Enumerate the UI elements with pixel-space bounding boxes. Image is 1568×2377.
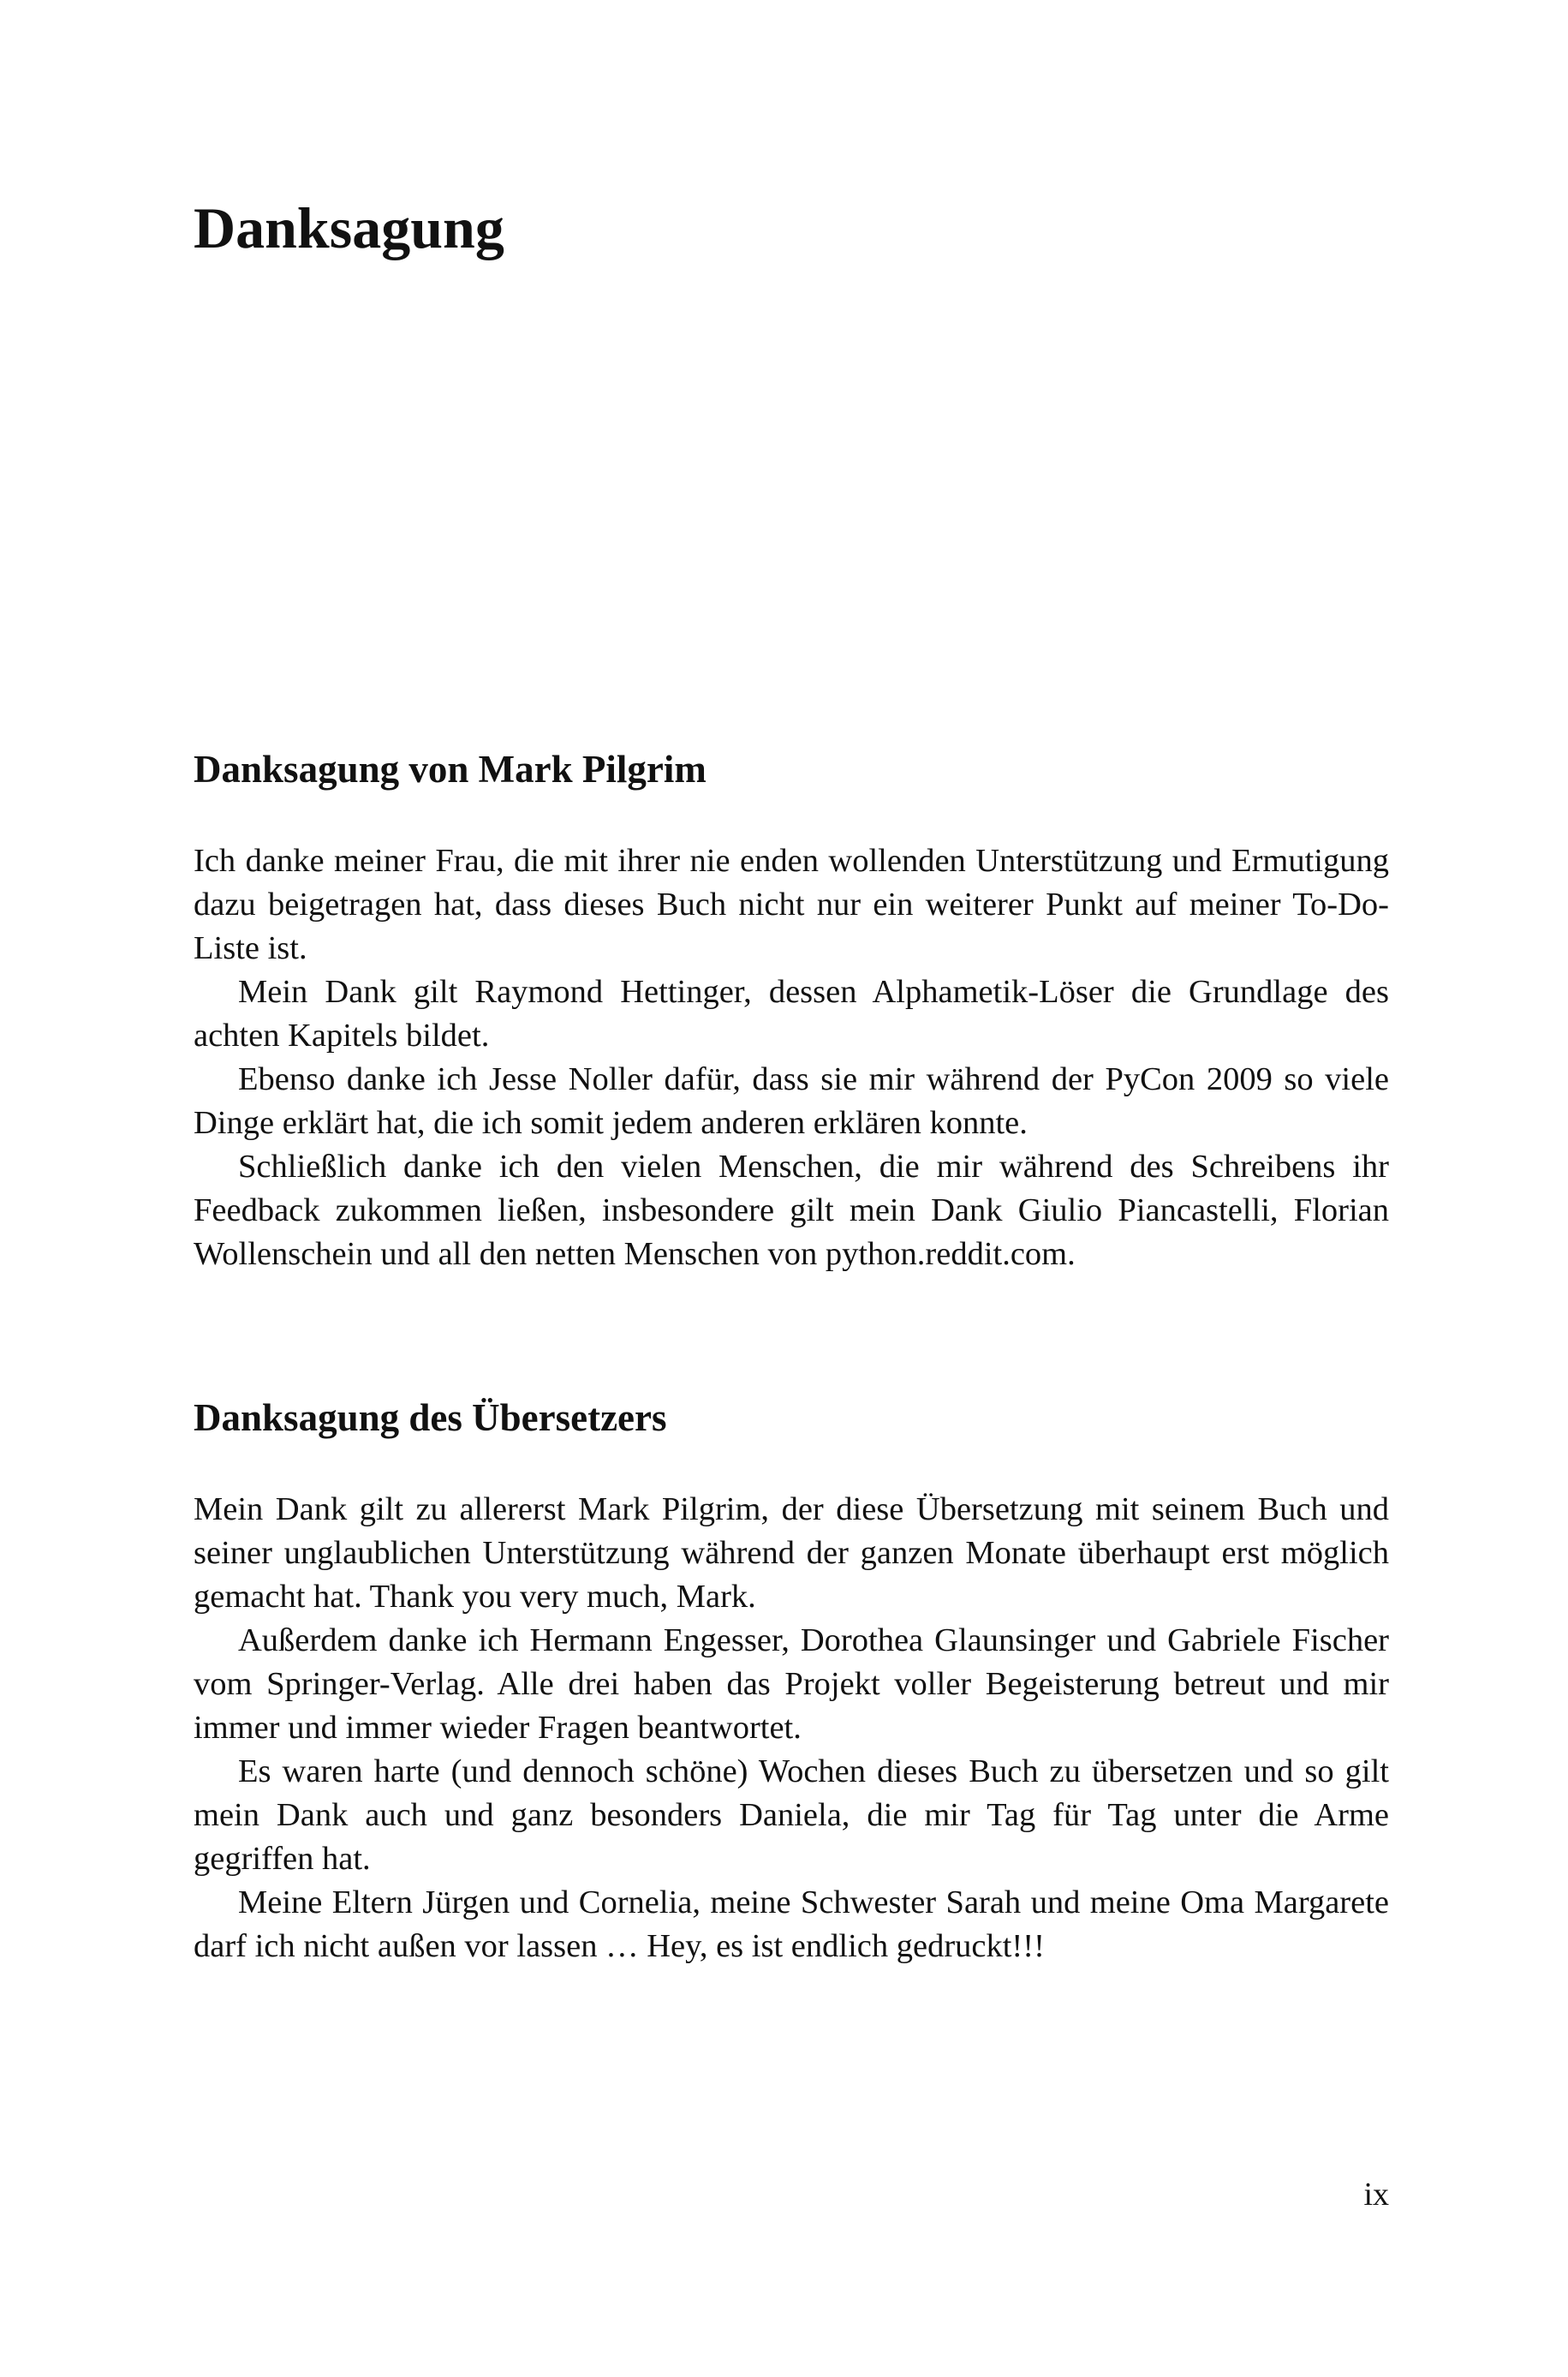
chapter-title: Danksagung <box>194 195 504 260</box>
paragraph: Mein Dank gilt zu allererst Mark Pilgrim, der diese Übersetzung mit seinem Buch und seiner unglaublichen Unterstützung während der ganzen Monate überhaupt erst möglich gemacht hat. Thank you very much, Mark. <box>194 1491 1389 1615</box>
paragraph: Ebenso danke ich Jesse Noller dafür, dass sie mir während der PyCon 2009 so viele Dinge erklärt hat, die ich somit jedem anderen erklären konnte. <box>194 1061 1389 1141</box>
section-heading: Danksagung des Übersetzers <box>194 1396 667 1439</box>
paragraph: Mein Dank gilt Raymond Hettinger, dessen Alphametik-Löser die Grundlage des achten Kapitels bildet. <box>194 974 1389 1054</box>
paragraph: Außerdem danke ich Hermann Engesser, Dorothea Glaunsinger und Gabriele Fischer vom Springer-Verlag. Alle drei haben das Projekt voller Begeisterung betreut und mir immer und immer wieder Fragen beantwortet. <box>194 1622 1389 1746</box>
paragraph: Meine Eltern Jürgen und Cornelia, meine Schwester Sarah und meine Oma Margarete darf ich nicht außen vor lassen … Hey, es ist endlich gedruckt!!! <box>194 1884 1389 1964</box>
page-number: ix <box>1363 2177 1389 2213</box>
paragraph: Es waren harte (und dennoch schöne) Wochen dieses Buch zu übersetzen und so gilt mein Dank auch und ganz besonders Daniela, die mir Tag für Tag unter die Arme gegriffen hat. <box>194 1753 1389 1877</box>
section-heading: Danksagung von Mark Pilgrim <box>194 748 706 791</box>
section-translator-acknowledgements <box>194 1394 1389 1968</box>
paragraph: Ich danke meiner Frau, die mit ihrer nie enden wollenden Unterstützung und Ermutigung dazu beigetragen hat, dass dieses Buch nicht nur ein weiterer Punkt auf meiner To-Do-Liste ist. <box>194 843 1389 966</box>
section-author-acknowledgements <box>194 745 1389 1276</box>
paragraph: Schließlich danke ich den vielen Menschen, die mir während des Schreibens ihr Feedback zukommen ließen, insbesondere gilt mein Dank Giulio Piancastelli, Florian Wollenschein und all den netten Menschen von python.reddit.com. <box>194 1149 1389 1272</box>
